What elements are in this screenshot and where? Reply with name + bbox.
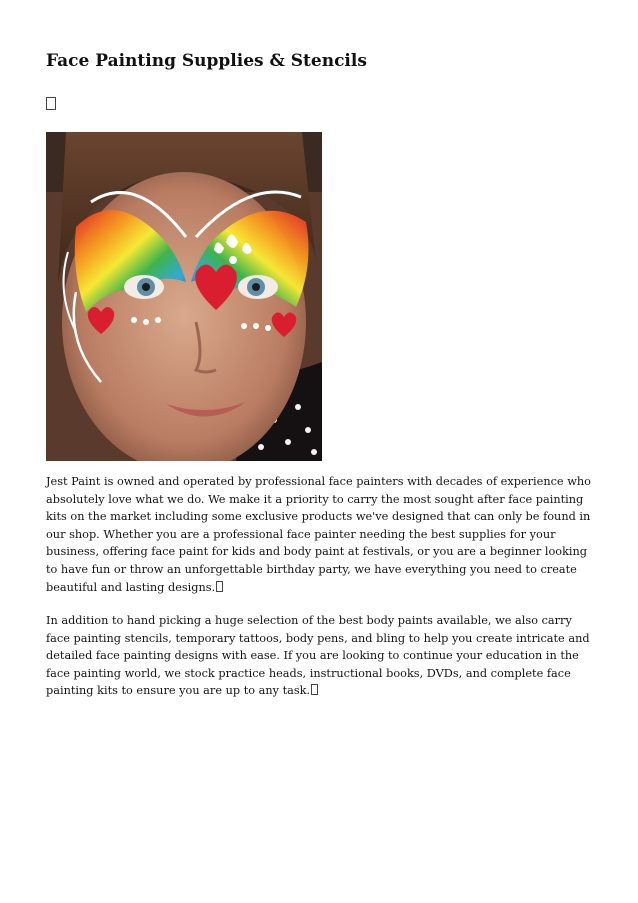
page-title: Face Painting Supplies & Stencils	[46, 51, 367, 71]
missing-glyph-icon	[216, 581, 223, 592]
missing-glyph-icon	[46, 97, 56, 110]
supplies-paragraph-text: In addition to hand picking a huge selection of the best body paints available, we also carry face painting stencils, temporary tattoos, body pens, and bling to help you create intricate and detailed face painting designs with ease. If you are looking to continue your education in the face painting world, we stock practice heads, instructional books, DVDs, and complete face painting kits to ensure you are up to any task.	[46, 614, 590, 698]
face-paint-illustration	[46, 132, 322, 461]
supplies-paragraph	[46, 612, 596, 700]
face-paint-photo	[46, 132, 322, 461]
intro-paragraph	[46, 473, 596, 596]
intro-paragraph-text: Jest Paint is owned and operated by professional face painters with decades of experience who absolutely love what we do. We make it a priority to carry the most sought after face painting kits on the market including some exclusive products we've designed that can only be found in our shop. Whether you are a professional face painter needing the best supplies for your business, offering face paint for kids and body paint at festivals, or you are a beginner looking to have fun or throw an unforgettable birthday party, we have everything you need to create beautiful and lasting designs.	[46, 475, 591, 594]
missing-glyph-icon	[311, 684, 318, 695]
